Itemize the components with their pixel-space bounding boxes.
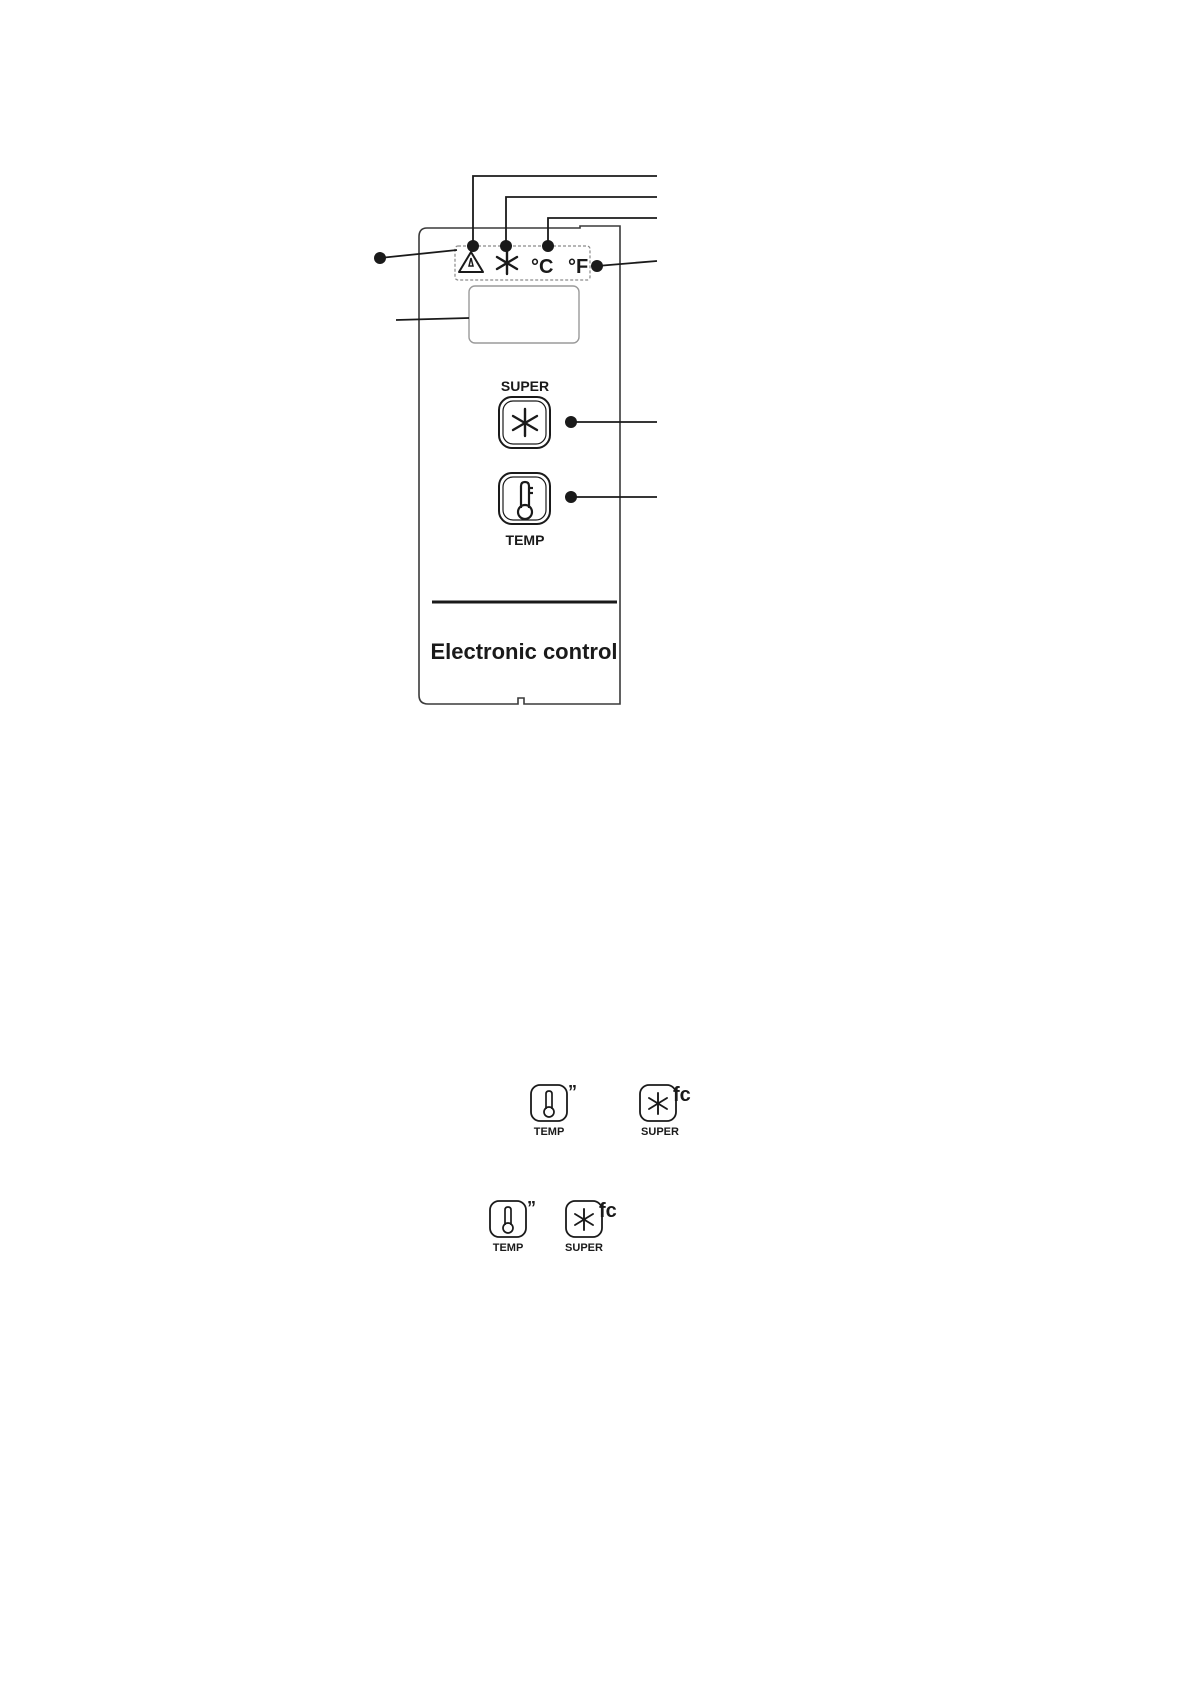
example-2-super-button[interactable] <box>566 1201 602 1237</box>
example-1-temp-button[interactable] <box>531 1085 567 1121</box>
temp-button[interactable] <box>499 473 550 524</box>
callout-fahrenheit <box>597 261 657 266</box>
callout-alarm <box>473 176 657 246</box>
footer-label: Electronic control <box>430 639 618 664</box>
temp-button-label: TEMP <box>505 532 545 548</box>
callout-dots <box>374 240 603 503</box>
fahrenheit-indicator: °F <box>568 256 589 278</box>
panel-outline <box>419 226 620 704</box>
example-1-temp-label: TEMP <box>533 1126 565 1138</box>
example-2-temp-button[interactable] <box>490 1201 526 1237</box>
example-2-temp-mark: ” <box>527 1198 536 1218</box>
example-1-temp-mark: ” <box>568 1082 577 1102</box>
example-1-super-button[interactable] <box>640 1085 676 1121</box>
callout-super-indicator <box>506 197 657 246</box>
celsius-indicator: °C <box>531 256 554 278</box>
super-button[interactable] <box>499 397 550 448</box>
super-button-label: SUPER <box>500 378 550 394</box>
example-2-temp-label: TEMP <box>492 1242 524 1254</box>
temperature-display-window <box>469 286 579 343</box>
callout-display <box>396 318 469 320</box>
super-freeze-indicator-icon <box>497 252 517 274</box>
example-2-super-mark: fc <box>599 1200 617 1222</box>
alarm-indicator-icon <box>459 252 483 272</box>
example-1-super-mark: fc <box>673 1084 691 1106</box>
example-1-super-label: SUPER <box>641 1126 679 1138</box>
callout-celsius <box>548 218 657 246</box>
example-2-super-label: SUPER <box>565 1242 603 1254</box>
